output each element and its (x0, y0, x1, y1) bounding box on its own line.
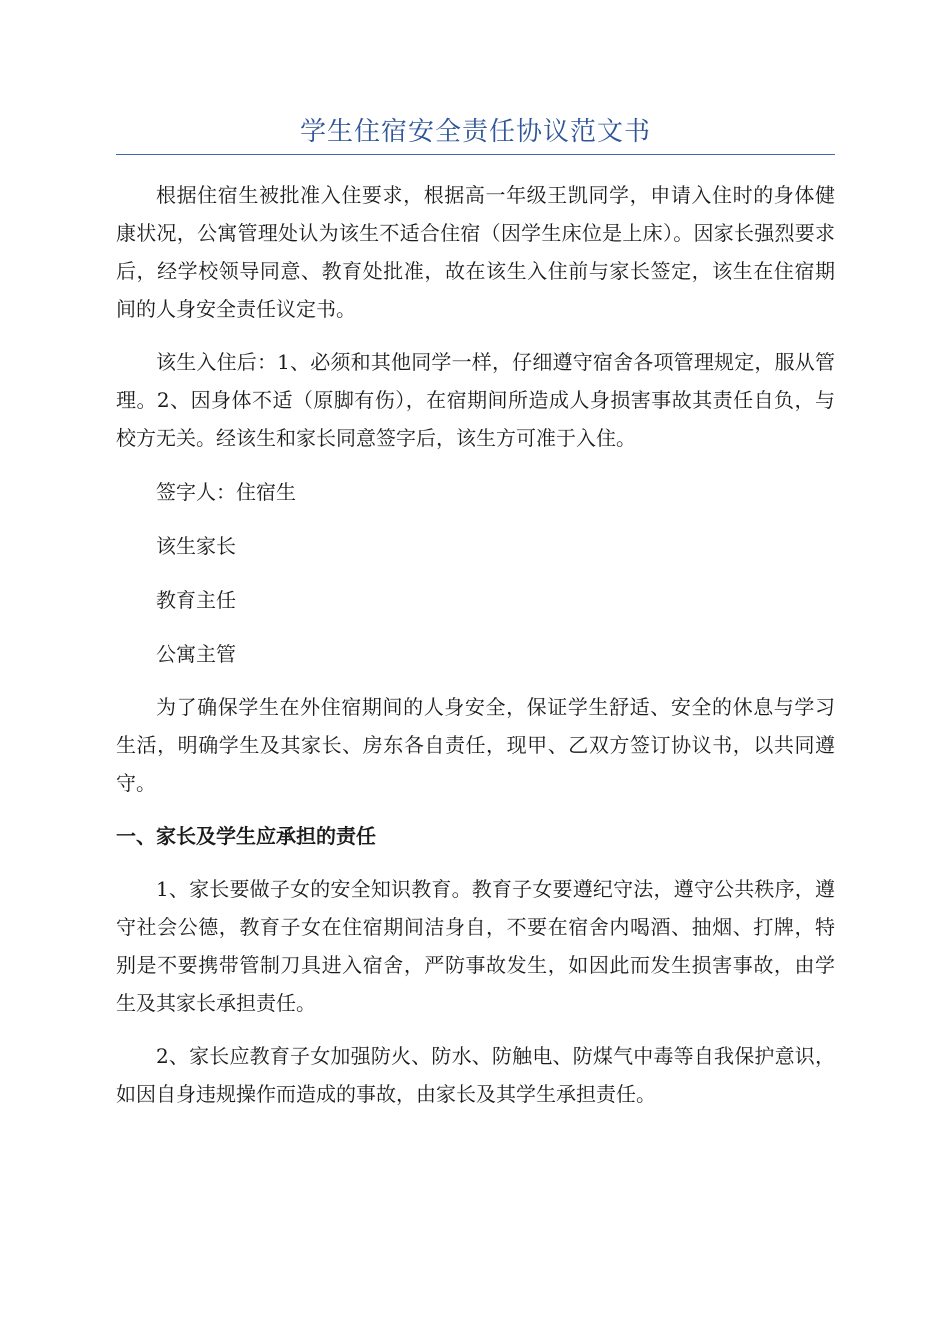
document-title: 学生住宿安全责任协议范文书 (299, 117, 651, 147)
paragraph-conditions: 该生入住后：1、必须和其他同学一样，仔细遵守宿舍各项管理规定，服从管理。2、因身体不适（原脚有伤），在宿期间所造成人身损害事故其责任自负，与校方无关。经该生和家长同意签字后，该生方可准于入住。 (116, 350, 835, 450)
signature-parent: 该生家长 (156, 534, 236, 558)
paragraph-background: 根据住宿生被批准入住要求，根据高一年级王凯同学，申请入住时的身体健康状况，公寓管理处认为该生不适合住宿（因学生床位是上床）。因家长强烈要求后，经学校领导同意、教育处批准，故在该生入住前与家长签定，该生在住宿期间的人身安全责任议定书。 (116, 183, 835, 321)
section-item-2: 2、家长应教育子女加强防火、防水、防触电、防煤气中毒等自我保护意识，如因自身违规操作而造成的事故，由家长及其学生承担责任。 (116, 1044, 835, 1106)
section-item-1: 1、家长要做子女的安全知识教育。教育子女要遵纪守法，遵守公共秩序，遵守社会公德，教育子女在住宿期间洁身自，不要在宿舍内喝酒、抽烟、打牌，特别是不要携带管制刀具进入宿舍，严防事故发生，如因此而发生损害事故，由学生及其家长承担责任。 (116, 877, 835, 1015)
paragraph-intro: 为了确保学生在外住宿期间的人身安全，保证学生舒适、安全的休息与学习生活，明确学生及其家长、房东各自责任，现甲、乙双方签订协议书，以共同遵守。 (116, 695, 835, 795)
title-underline (116, 154, 835, 155)
signature-education-director: 教育主任 (156, 588, 236, 612)
signature-dorm-manager: 公寓主管 (156, 642, 236, 666)
signature-student: 签字人：住宿生 (156, 480, 296, 504)
section-heading-parent-student-responsibility: 一、家长及学生应承担的责任 (116, 824, 376, 848)
document-page (116, 0, 835, 1113)
